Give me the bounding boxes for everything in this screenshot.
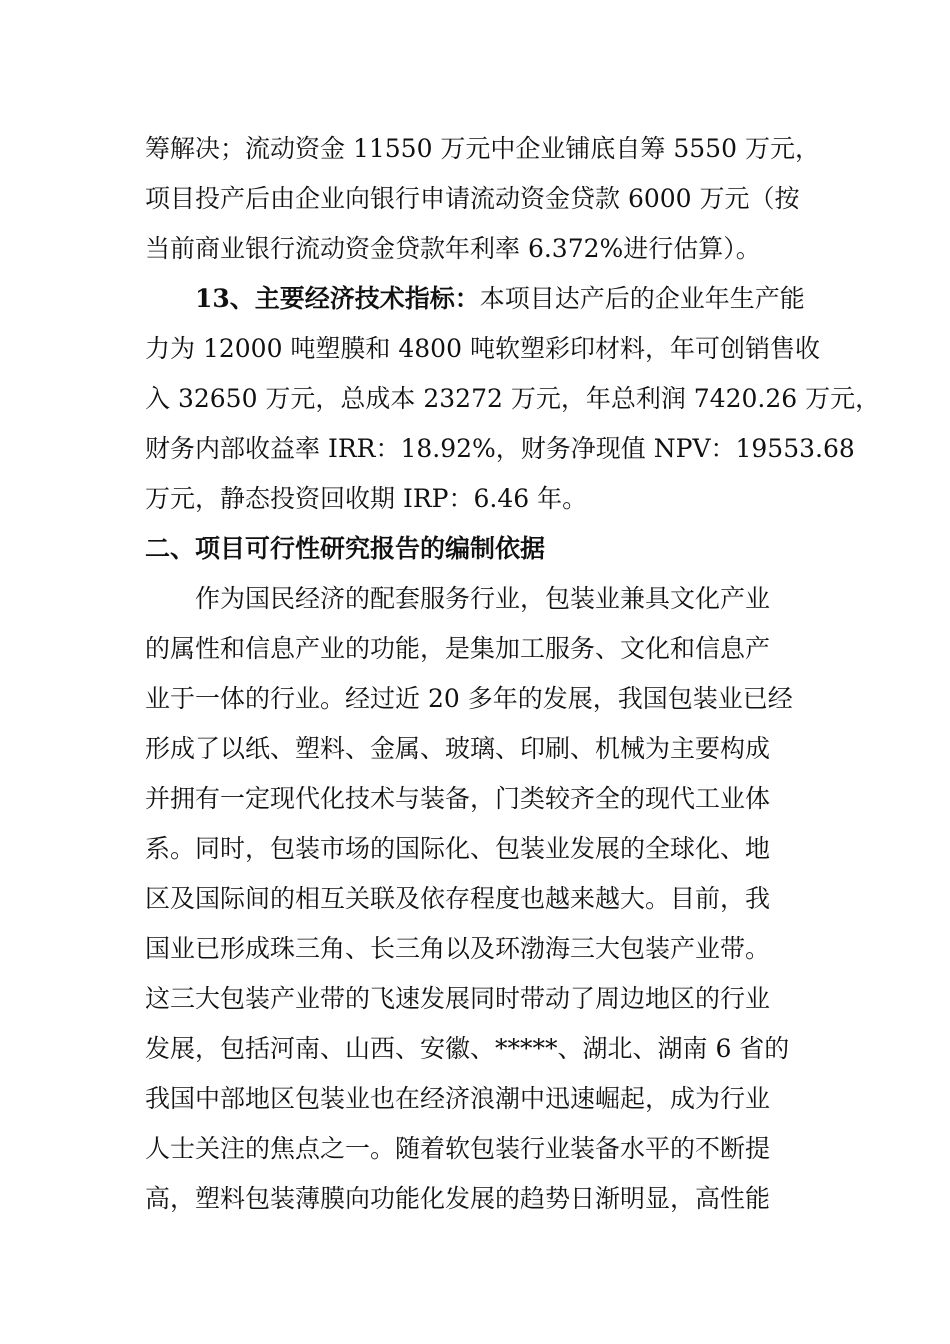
indicator-lead: 13、主要经济技术指标：: [195, 284, 480, 313]
text-line: 筹解决；流动资金 11550 万元中企业铺底自筹 5550 万元，: [145, 134, 820, 163]
text-line: [145, 274, 815, 324]
text-line: 入 32650 万元，总成本 23272 万元，年总利润 7420.26 万元，: [145, 384, 881, 413]
text-line: 当前商业银行流动资金贷款年利率 6.372%进行估算）。: [145, 234, 761, 263]
section-heading: 二、项目可行性研究报告的编制依据: [145, 534, 546, 563]
paragraph-funding: [145, 124, 820, 274]
text-line: 业于一体的行业。经过近 20 多年的发展，我国包装业已经: [145, 684, 793, 713]
text-line: 项目投产后由企业向银行申请流动资金贷款 6000 万元（按: [145, 184, 800, 213]
text-line: 并拥有一定现代化技术与装备，门类较齐全的现代工业体: [145, 784, 771, 813]
text-line: 我国中部地区包装业也在经济浪潮中迅速崛起，成为行业: [145, 1084, 771, 1113]
text-line: 力为 12000 吨塑膜和 4800 吨软塑彩印材料，年可创销售收: [145, 334, 820, 363]
text-line: 的属性和信息产业的功能，是集加工服务、文化和信息产: [145, 634, 771, 663]
text-line: 作为国民经济的配套服务行业，包装业兼具文化产业: [195, 584, 771, 613]
text-line: 财务内部收益率 IRR：18.92%，财务净现值 NPV：19553.68: [145, 434, 855, 463]
paragraph-basis: [145, 574, 815, 1224]
text-line: 系。同时，包装市场的国际化、包装业发展的全球化、地: [145, 834, 771, 863]
text-line: 万元，静态投资回收期 IRP：6.46 年。: [145, 484, 588, 513]
text-line: 人士关注的焦点之一。随着软包装行业装备水平的不断提: [145, 1134, 771, 1163]
document-page: [145, 124, 881, 1224]
text-line: 区及国际间的相互关联及依存程度也越来越大。目前，我: [145, 884, 771, 913]
indicator-first-line: 本项目达产后的企业年生产能: [479, 284, 805, 313]
text-line: 这三大包装产业带的飞速发展同时带动了周边地区的行业: [145, 984, 771, 1013]
text-line: 国业已形成珠三角、长三角以及环渤海三大包装产业带。: [145, 934, 771, 963]
paragraph-indicators: [145, 274, 881, 524]
text-line: 高，塑料包装薄膜向功能化发展的趋势日渐明显，高性能: [145, 1184, 771, 1213]
text-line: 发展，包括河南、山西、安徽、*****、湖北、湖南 6 省的: [145, 1034, 790, 1063]
text-line: 形成了以纸、塑料、金属、玻璃、印刷、机械为主要构成: [145, 734, 771, 763]
